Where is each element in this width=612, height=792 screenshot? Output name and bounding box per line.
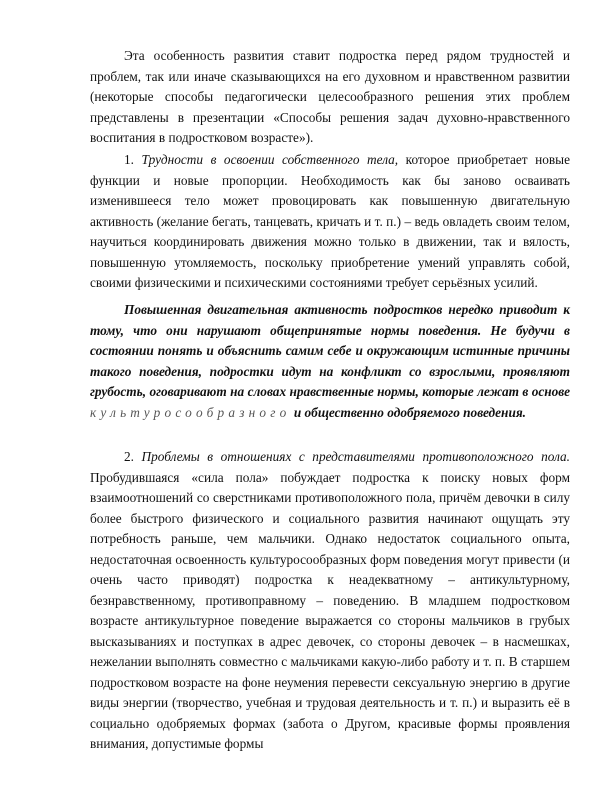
item-2-section — [90, 447, 570, 755]
emphasis-part-2: и общественно одобряемого поведения. — [293, 404, 527, 420]
item-2-number: 2. — [124, 449, 134, 464]
item-2-paragraph — [90, 447, 570, 755]
item-1-section — [90, 150, 570, 294]
item-2-body: Пробудившаяся «сила пола» побуждает подростка к поиску новых форм взаимоотношений со сверстниками противоположного пола, причём девочки в силу более быстрого физического и социального развития начинают ощущать эту потребность раньше, чем мальчики. Однако недостаток социального опыта, недостаточная освоенность культуросообразных форм поведения могут привести (и очень часто приводят) подростка к неадекватному – антикультурному, безнравственному, противоправному – поведению. В младшем подростковом возрасте антикультурное поведение выражается со стороны мальчиков в грубых высказываниях и поступках в адрес девочек, со стороны девочек – в насмешках, нежелании выполнять совместно с мальчиками какую-либо работу и т. п. В старшем подростковом возрасте на фоне неумения перевести сексуальную энергию в другие виды энергии (творчество, учебная и трудовая деятельность и т. п.) и выразить её в социально одобряемых формах (забота о Другом, красивые формы проявления внимания, допустимые формы — [90, 469, 570, 751]
emphasis-spaced-word: культуросообразного — [90, 404, 291, 420]
intro-paragraph: Эта особенность развития ставит подростка перед рядом трудностей и проблем, так или иначе сказывающихся на его духовном и нравственном развитии (некоторые способы педагогически целесообразного решения этих проблем представлены в презентации «Способы решения задач духовно-нравственного воспитания в подростковом возрасте»). — [90, 48, 570, 145]
emphasis-part-1: Повышенная двигательная активность подростков нередко приводит к тому, что они нарушают общепринятые нормы поведения. Не будучи в состоянии понять и объяснить самим себе и окружающим истинные причины такого поведения, подростки идут на конфликт со взрослыми, проявляют грубость, оговаривают на словах нравственные нормы, которые лежат в основе — [90, 302, 570, 399]
item-1-number: 1. — [124, 152, 134, 167]
item-1-paragraph — [90, 150, 570, 294]
item-1-body: которое приобретает новые функции и новые пропорции. Необходимость как бы заново осваивать изменившееся тело может провоцировать как повышенную двигательную активность (желание бегать, танцевать, кричать и т. п.) – ведь овладеть своим телом, научиться координировать движения можно только в движении, так и вялость, повышенную утомляемость, поскольку приобретение умений управлять собой, своими физическими и психическими состояниями требует серьёзных усилий. — [90, 152, 570, 290]
item-1-heading: Трудности в освоении собственного тела, — [141, 152, 399, 167]
emphasis-paragraph — [90, 300, 570, 423]
intro-section — [90, 46, 570, 149]
emphasis-section — [90, 300, 570, 423]
item-2-heading: Проблемы в отношениях с представителями противоположного пола. — [141, 449, 570, 464]
